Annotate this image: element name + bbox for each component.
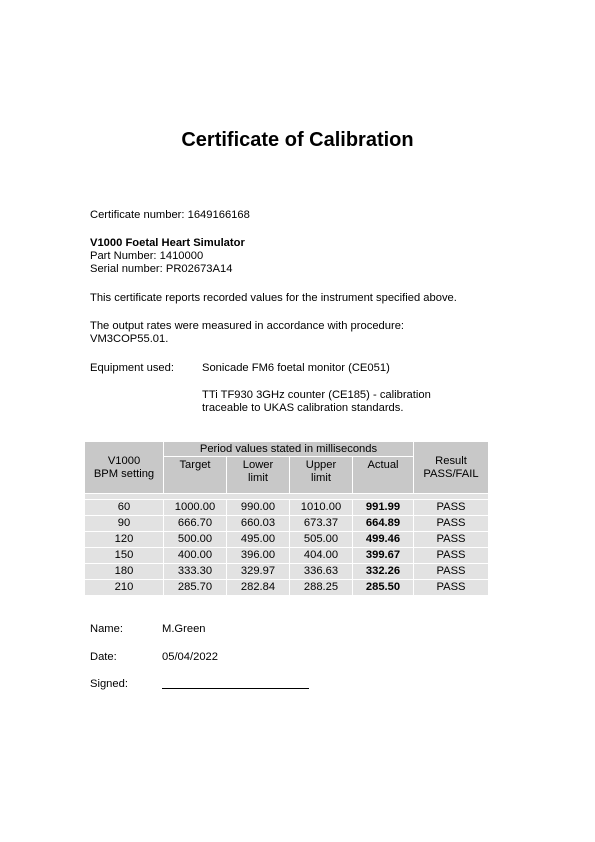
target-cell: 666.70 — [164, 516, 226, 531]
equipment-item-counter-traceability: traceable to UKAS calibration standards. — [202, 402, 404, 414]
lower-limit-cell: 990.00 — [227, 500, 289, 515]
table-row — [85, 532, 488, 547]
lower-limit-header — [227, 457, 289, 493]
target-cell: 285.70 — [164, 580, 226, 595]
certificate-number: Certificate number: 1649166168 — [90, 209, 250, 221]
lower-limit-header-line1: Lower — [242, 459, 274, 471]
lower-limit-cell: 495.00 — [227, 532, 289, 547]
upper-limit-cell: 1010.00 — [290, 500, 352, 515]
table-spacer-cell — [85, 494, 488, 499]
table-row — [85, 516, 488, 531]
upper-limit-cell: 336.63 — [290, 564, 352, 579]
product-name: V1000 Foetal Heart Simulator — [90, 237, 245, 249]
table-row — [85, 564, 488, 579]
date-value: 05/04/2022 — [162, 651, 218, 663]
bpm-cell: 210 — [85, 580, 163, 595]
result-header — [414, 442, 488, 493]
bpm-cell: 60 — [85, 500, 163, 515]
part-number: Part Number: 1410000 — [90, 250, 204, 262]
target-cell: 333.30 — [164, 564, 226, 579]
table-spacer-row — [85, 494, 488, 499]
actual-cell: 332.26 — [353, 564, 413, 579]
signature-line — [162, 688, 309, 689]
result-cell: PASS — [414, 564, 488, 579]
certificate-title: Certificate of Calibration — [181, 129, 414, 151]
equipment-item-monitor: Sonicade FM6 foetal monitor (CE051) — [202, 362, 390, 374]
bpm-cell: 180 — [85, 564, 163, 579]
serial-number: Serial number: PR02673A14 — [90, 263, 233, 275]
result-cell: PASS — [414, 580, 488, 595]
target-header: Target — [164, 457, 226, 493]
certificate-statement: This certificate reports recorded values for the instrument specified above. — [90, 292, 457, 304]
lower-limit-cell: 282.84 — [227, 580, 289, 595]
actual-header: Actual — [353, 457, 413, 493]
calibration-table — [84, 441, 489, 596]
result-cell: PASS — [414, 500, 488, 515]
result-cell: PASS — [414, 548, 488, 563]
target-cell: 500.00 — [164, 532, 226, 547]
bpm-setting-header — [85, 442, 163, 493]
equipment-label: Equipment used: — [90, 362, 174, 374]
table-row — [85, 548, 488, 563]
table-row — [85, 580, 488, 595]
procedure-text: The output rates were measured in accordance with procedure: — [90, 320, 405, 332]
result-cell: PASS — [414, 516, 488, 531]
date-label: Date: — [90, 651, 117, 663]
bpm-setting-header-line2: BPM setting — [93, 467, 155, 480]
bpm-cell: 90 — [85, 516, 163, 531]
target-cell: 400.00 — [164, 548, 226, 563]
result-header-line2: PASS/FAIL — [423, 467, 479, 480]
name-value: M.Green — [162, 623, 206, 635]
period-header: Period values stated in milliseconds — [164, 442, 413, 456]
upper-limit-cell: 288.25 — [290, 580, 352, 595]
bpm-setting-header-line1: V1000 — [107, 454, 141, 467]
lower-limit-cell: 329.97 — [227, 564, 289, 579]
upper-limit-header — [290, 457, 352, 493]
upper-limit-header-line1: Upper — [305, 459, 337, 471]
lower-limit-cell: 396.00 — [227, 548, 289, 563]
lower-limit-cell: 660.03 — [227, 516, 289, 531]
actual-cell: 285.50 — [353, 580, 413, 595]
lower-limit-header-line2: limit — [248, 472, 268, 484]
result-header-line1: Result — [435, 454, 467, 467]
actual-cell: 399.67 — [353, 548, 413, 563]
actual-cell: 664.89 — [353, 516, 413, 531]
upper-limit-header-line2: limit — [311, 472, 331, 484]
equipment-item-counter: TTi TF930 3GHz counter (CE185) - calibration — [202, 389, 431, 401]
target-cell: 1000.00 — [164, 500, 226, 515]
procedure-code: VM3COP55.01. — [90, 333, 169, 345]
upper-limit-cell: 673.37 — [290, 516, 352, 531]
bpm-cell: 150 — [85, 548, 163, 563]
actual-cell: 499.46 — [353, 532, 413, 547]
result-cell: PASS — [414, 532, 488, 547]
actual-cell: 991.99 — [353, 500, 413, 515]
bpm-cell: 120 — [85, 532, 163, 547]
signed-label: Signed: — [90, 678, 128, 690]
name-label: Name: — [90, 623, 123, 635]
upper-limit-cell: 404.00 — [290, 548, 352, 563]
upper-limit-cell: 505.00 — [290, 532, 352, 547]
table-row — [85, 500, 488, 515]
